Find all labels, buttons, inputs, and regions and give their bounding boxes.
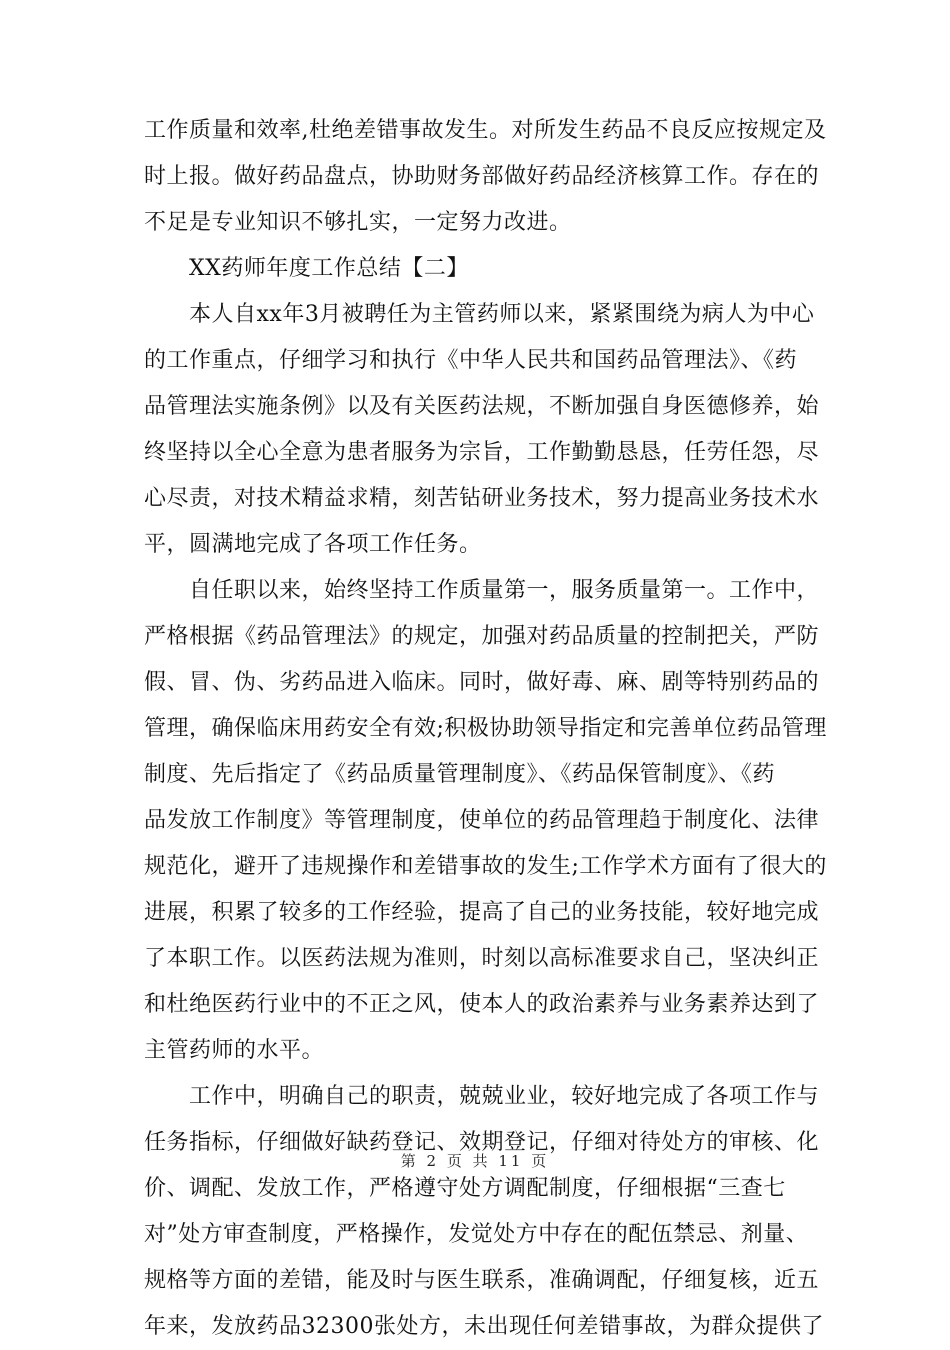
text-line: 规范化，避开了违规操作和差错事故的发生;工作学术方面有了很大的 xyxy=(144,854,827,879)
text-line: 的工作重点，仔细学习和执行《中华人民共和国药品管理法》、《药 xyxy=(144,348,798,373)
text-line: 价、调配、发放工作，严格遵守处方调配制度，仔细根据“三查七 xyxy=(144,1176,786,1201)
text-line: 平，圆满地完成了各项工作任务。 xyxy=(144,532,482,557)
text-line: 进展，积累了较多的工作经验，提高了自己的业务技能，较好地完成 xyxy=(144,900,820,925)
page-number-footer: 第 2 页 共 11 页 xyxy=(400,1152,550,1170)
text-line: 主管药师的水平。 xyxy=(144,1038,325,1063)
text-line: 年来，发放药品32300张处方，未出现任何差错事故，为群众提供了 xyxy=(144,1314,824,1339)
text-line: 品管理法实施条例》以及有关医药法规，不断加强自身医德修养，始 xyxy=(144,394,820,419)
text-line: 时上报。做好药品盘点，协助财务部做好药品经济核算工作。存在的 xyxy=(144,164,820,189)
text-line: 不足是专业知识不够扎实，一定努力改进。 xyxy=(144,210,572,235)
text-line: 严格根据《药品管理法》的规定，加强对药品质量的控制把关，严防 xyxy=(144,624,820,649)
text-line: 规格等方面的差错，能及时与医生联系，准确调配，仔细复核，近五 xyxy=(144,1268,820,1293)
text-line: 任务指标，仔细做好缺药登记、效期登记，仔细对待处方的审核、化 xyxy=(144,1130,820,1155)
text-line: 管理，确保临床用药安全有效;积极协助领导指定和完善单位药品管理 xyxy=(144,716,827,741)
text-line: 对”处方审查制度，严格操作，发觉处方中存在的配伍禁忌、剂量、 xyxy=(144,1222,809,1247)
text-line: 本人自xx年3月被聘任为主管药师以来，紧紧围绕为病人为中心 xyxy=(144,302,815,327)
text-line: 制度、先后指定了《药品质量管理制度》、《药品保管制度》、《药 xyxy=(144,762,776,787)
text-line: 心尽责，对技术精益求精，刻苦钻研业务技术，努力提高业务技术水 xyxy=(144,486,820,511)
text-line: 工作中，明确自己的职责，兢兢业业，较好地完成了各项工作与 xyxy=(144,1084,820,1109)
text-line: 品发放工作制度》等管理制度，使单位的药品管理趋于制度化、法律 xyxy=(144,808,820,833)
text-line: 了本职工作。以医药法规为准则，时刻以高标准要求自己，坚决纠正 xyxy=(144,946,820,971)
text-line: 和杜绝医药行业中的不正之风，使本人的政治素养与业务素养达到了 xyxy=(144,992,820,1017)
text-line: 工作质量和效率,杜绝差错事故发生。对所发生药品不良反应按规定及 xyxy=(144,118,827,143)
text-line: 终坚持以全心全意为患者服务为宗旨，工作勤勤恳恳，任劳任怨，尽 xyxy=(144,440,820,465)
text-line: 自任职以来，始终坚持工作质量第一，服务质量第一。工作中， xyxy=(144,578,820,603)
section-heading: XX药师年度工作总结【二】 xyxy=(144,256,469,281)
text-line: 假、冒、伪、劣药品进入临床。同时，做好毒、麻、剧等特别药品的 xyxy=(144,670,820,695)
